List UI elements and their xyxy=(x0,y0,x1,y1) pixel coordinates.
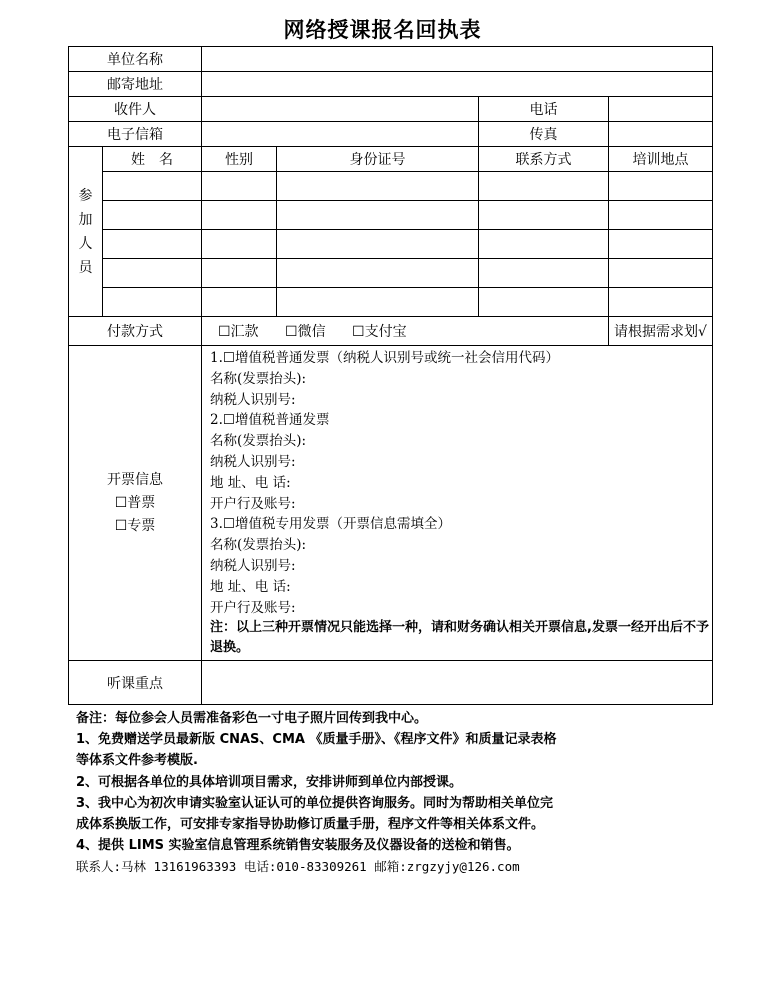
participant-cell[interactable] xyxy=(103,201,202,230)
participants-side-label: 参 加 人 员 xyxy=(69,147,103,317)
invoice-line: 名称(发票抬头): xyxy=(210,433,307,450)
participant-cell[interactable] xyxy=(609,259,713,288)
participant-cell[interactable] xyxy=(202,259,277,288)
participant-row xyxy=(69,259,713,288)
participant-cell[interactable] xyxy=(479,259,609,288)
participant-cell[interactable] xyxy=(479,288,609,317)
invoice-line: 纳税人识别号: xyxy=(210,557,296,574)
phone-field[interactable] xyxy=(609,97,713,122)
footer-item-1a: 1、免费赠送学员最新版 CNAS、CMA 《质量手册》、《程序文件》和质量记录表格 xyxy=(76,732,557,748)
mail-address-label: 邮寄地址 xyxy=(69,72,202,97)
course-focus-label: 听课重点 xyxy=(69,661,202,705)
invoice-option-2[interactable]: 2.☐增值税普通发票 xyxy=(210,412,330,429)
payment-option-remittance[interactable]: ☐汇款 xyxy=(218,324,259,340)
participant-cell[interactable] xyxy=(479,172,609,201)
form-title: 网络授课报名回执表 xyxy=(283,17,482,42)
participant-cell[interactable] xyxy=(202,201,277,230)
footer-item-2: 2、可根据各单位的具体培训项目需求，安排讲师到单位内部授课。 xyxy=(76,774,463,790)
participant-cell[interactable] xyxy=(202,230,277,259)
header-contact: 联系方式 xyxy=(479,147,609,172)
participant-cell[interactable] xyxy=(103,172,202,201)
participant-cell[interactable] xyxy=(103,230,202,259)
invoice-label: 开票信息 xyxy=(107,471,163,488)
invoice-details xyxy=(202,346,713,661)
fax-field[interactable] xyxy=(609,122,713,147)
participant-cell[interactable] xyxy=(479,230,609,259)
participant-cell[interactable] xyxy=(479,201,609,230)
invoice-line: 纳税人识别号: xyxy=(210,391,296,408)
registration-form-table xyxy=(68,46,713,705)
invoice-line: 地 址、电 话: xyxy=(210,578,291,595)
header-name: 姓 名 xyxy=(103,147,202,172)
participant-row xyxy=(69,230,713,259)
participant-cell[interactable] xyxy=(609,288,713,317)
invoice-line: 纳税人识别号: xyxy=(210,453,296,470)
participant-cell[interactable] xyxy=(202,172,277,201)
email-field[interactable] xyxy=(202,122,479,147)
course-focus-field[interactable] xyxy=(202,661,713,705)
payment-hint: 请根据需求划√ xyxy=(609,317,713,346)
recipient-label: 收件人 xyxy=(69,97,202,122)
footer-notes xyxy=(76,708,716,878)
participant-cell[interactable] xyxy=(609,230,713,259)
header-training-location: 培训地点 xyxy=(609,147,713,172)
header-gender: 性别 xyxy=(202,147,277,172)
footer-item-3b: 成体系换版工作，可安排专家指导协助修订质量手册，程序文件等相关体系文件。 xyxy=(76,817,545,833)
unit-name-label: 单位名称 xyxy=(69,47,202,72)
phone-label: 电话 xyxy=(479,97,609,122)
participant-row xyxy=(69,172,713,201)
invoice-line: 名称(发票抬头): xyxy=(210,370,307,387)
participant-cell[interactable] xyxy=(609,172,713,201)
invoice-label-cell xyxy=(69,346,202,661)
participant-cell[interactable] xyxy=(277,288,479,317)
fax-label: 传真 xyxy=(479,122,609,147)
payment-option-alipay[interactable]: ☐支付宝 xyxy=(352,324,407,340)
participant-cell[interactable] xyxy=(277,172,479,201)
unit-name-field[interactable] xyxy=(202,47,713,72)
invoice-line: 地 址、电 话: xyxy=(210,474,291,491)
invoice-line: 开户行及账号: xyxy=(210,495,296,512)
participant-cell[interactable] xyxy=(277,230,479,259)
mail-address-field[interactable] xyxy=(202,72,713,97)
footer-item-1b: 等体系文件参考模版. xyxy=(76,753,198,769)
payment-options xyxy=(202,317,609,346)
payment-option-wechat[interactable]: ☐微信 xyxy=(285,324,326,340)
participant-cell[interactable] xyxy=(103,259,202,288)
invoice-type-general[interactable]: ☐普票 xyxy=(114,494,156,511)
footer-remark: 备注：每位参会人员需准备彩色一寸电子照片回传到我中心。 xyxy=(76,711,428,726)
participant-cell[interactable] xyxy=(202,288,277,317)
participant-row xyxy=(69,201,713,230)
invoice-type-special[interactable]: ☐专票 xyxy=(114,517,156,534)
participant-cell[interactable] xyxy=(103,288,202,317)
email-label: 电子信箱 xyxy=(69,122,202,147)
invoice-note: 注：以上三种开票情况只能选择一种，请和财务确认相关开票信息,发票一经开出后不予退换。 xyxy=(210,620,709,656)
invoice-option-3[interactable]: 3.☐增值税专用发票（开票信息需填全） xyxy=(210,516,451,533)
participant-row xyxy=(69,288,713,317)
invoice-line: 开户行及账号: xyxy=(210,599,296,616)
invoice-option-1[interactable]: 1.☐增值税普通发票（纳税人识别号或统一社会信用代码） xyxy=(210,350,559,366)
footer-item-4: 4、提供 LIMS 实验室信息管理系统销售安装服务及仪器设备的送检和销售。 xyxy=(76,838,520,854)
header-id-number: 身份证号 xyxy=(277,147,479,172)
participant-cell[interactable] xyxy=(277,201,479,230)
footer-item-3a: 3、我中心为初次申请实验室认证认可的单位提供咨询服务。同时为帮助相关单位完 xyxy=(76,795,554,811)
participant-cell[interactable] xyxy=(609,201,713,230)
recipient-field[interactable] xyxy=(202,97,479,122)
payment-label: 付款方式 xyxy=(69,317,202,346)
invoice-line: 名称(发票抬头): xyxy=(210,537,307,554)
footer-contact: 联系人:马林 13161963393 电话:010-83309261 邮箱:zrgzyjy@126.com xyxy=(76,859,520,875)
participant-cell[interactable] xyxy=(277,259,479,288)
